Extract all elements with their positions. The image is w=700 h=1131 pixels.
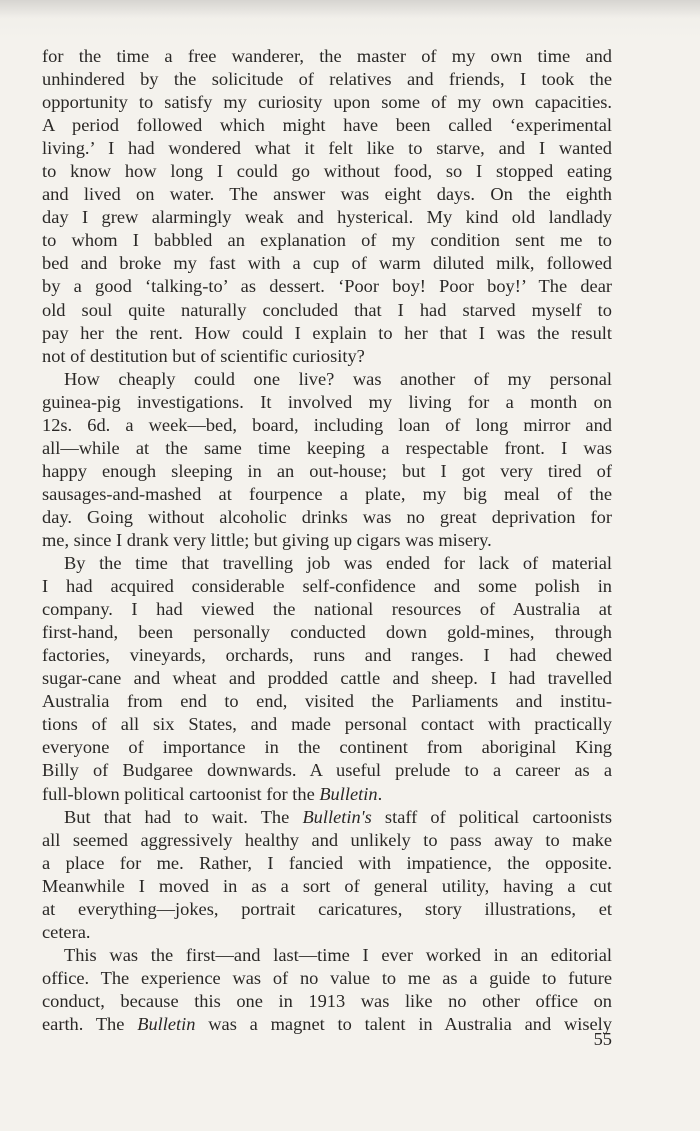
text-line: for the time a free wanderer, the master of my own time and (42, 46, 612, 66)
text-line: office. The experience was of no value to me as a guide to future (42, 967, 612, 988)
text-line: sausages-and-mashed at fourpence a plate, my big meal of the (42, 483, 612, 504)
text-line: 12s. 6d. a week—bed, board, including loan of long mirror and (42, 414, 612, 435)
text-line: guinea-pig investigations. It involved my living for a month on (42, 391, 612, 412)
text-line: A period followed which might have been called ‘experimental (42, 115, 612, 136)
text-line: full-blown political cartoonist for the Bulletin. (42, 783, 383, 804)
text-line: day. Going without alcoholic drinks was no great deprivation for (42, 506, 612, 527)
text-line: Billy of Budgaree downwards. A useful prelude to a career as a (42, 760, 612, 781)
text-line: by a good ‘talking-to’ as dessert. ‘Poor boy! Poor boy!’ The dear (42, 276, 612, 297)
text-line: to whom I babbled an explanation of my condition sent me to (42, 230, 612, 251)
text-line: everyone of importance in the continent from aboriginal King (42, 737, 612, 758)
text-line: all—while at the same time keeping a respectable front. I was (42, 437, 612, 458)
text-line: happy enough sleeping in an out-house; but I got very tired of (42, 460, 612, 481)
text-line: cetera. (42, 921, 91, 942)
text-line: at everything—jokes, portrait caricatures, story illustrations, et (42, 898, 612, 919)
text-line: day I grew alarmingly weak and hysterical. My kind old landlady (42, 207, 612, 228)
text-line: I had acquired considerable self-confidence and some polish in (42, 576, 612, 597)
body-text (42, 45, 612, 1036)
text-line: But that had to wait. The Bulletin's staff of political cartoonists (64, 806, 612, 827)
text-line: and lived on water. The answer was eight days. On the eighth (42, 184, 612, 205)
text-line: first-hand, been personally conducted down gold-mines, through (42, 622, 612, 643)
page-number: 55 (593, 1029, 612, 1049)
text-line: factories, vineyards, orchards, runs and ranges. I had chewed (42, 645, 612, 666)
text-line: a place for me. Rather, I fancied with impatience, the opposite. (42, 852, 612, 873)
text-line: bed and broke my fast with a cup of warm diluted milk, followed (42, 253, 612, 274)
text-line: opportunity to satisfy my curiosity upon some of my own capacities. (42, 92, 612, 113)
text-line: Meanwhile I moved in as a sort of general utility, having a cut (42, 875, 612, 896)
text-line: How cheaply could one live? was another of my personal (64, 368, 612, 389)
periodical-title: Bulletin's (302, 806, 372, 827)
text-line: conduct, because this one in 1913 was like no other office on (42, 990, 612, 1011)
text-line: This was the first—and last—time I ever worked in an editorial (64, 944, 612, 965)
text-line: By the time that travelling job was ended for lack of material (64, 553, 612, 574)
periodical-title: Bulletin (319, 783, 378, 804)
text-line: living.’ I had wondered what it felt like to starve, and I wanted (42, 138, 612, 159)
text-line: not of destitution but of scientific curiosity? (42, 345, 365, 366)
text-line: company. I had viewed the national resources of Australia at (42, 599, 612, 620)
text-line: tions of all six States, and made personal contact with practically (42, 714, 612, 735)
periodical-title: Bulletin (137, 1013, 196, 1034)
text-line: Australia from end to end, visited the Parliaments and institu- (42, 691, 612, 712)
text-line: to know how long I could go without food, so I stopped eating (42, 161, 612, 182)
text-line: old soul quite naturally concluded that I had starved myself to (42, 299, 612, 320)
text-line: all seemed aggressively healthy and unlikely to pass away to make (42, 829, 612, 850)
text-line: unhindered by the solicitude of relatives and friends, I took the (42, 69, 612, 90)
text-line: earth. The Bulletin was a magnet to talent in Australia and wisely (42, 1013, 612, 1034)
text-line: sugar-cane and wheat and prodded cattle and sheep. I had travelled (42, 668, 612, 689)
text-line: pay her the rent. How could I explain to her that I was the result (42, 322, 612, 343)
text-line: me, since I drank very little; but giving up cigars was misery. (42, 529, 492, 550)
